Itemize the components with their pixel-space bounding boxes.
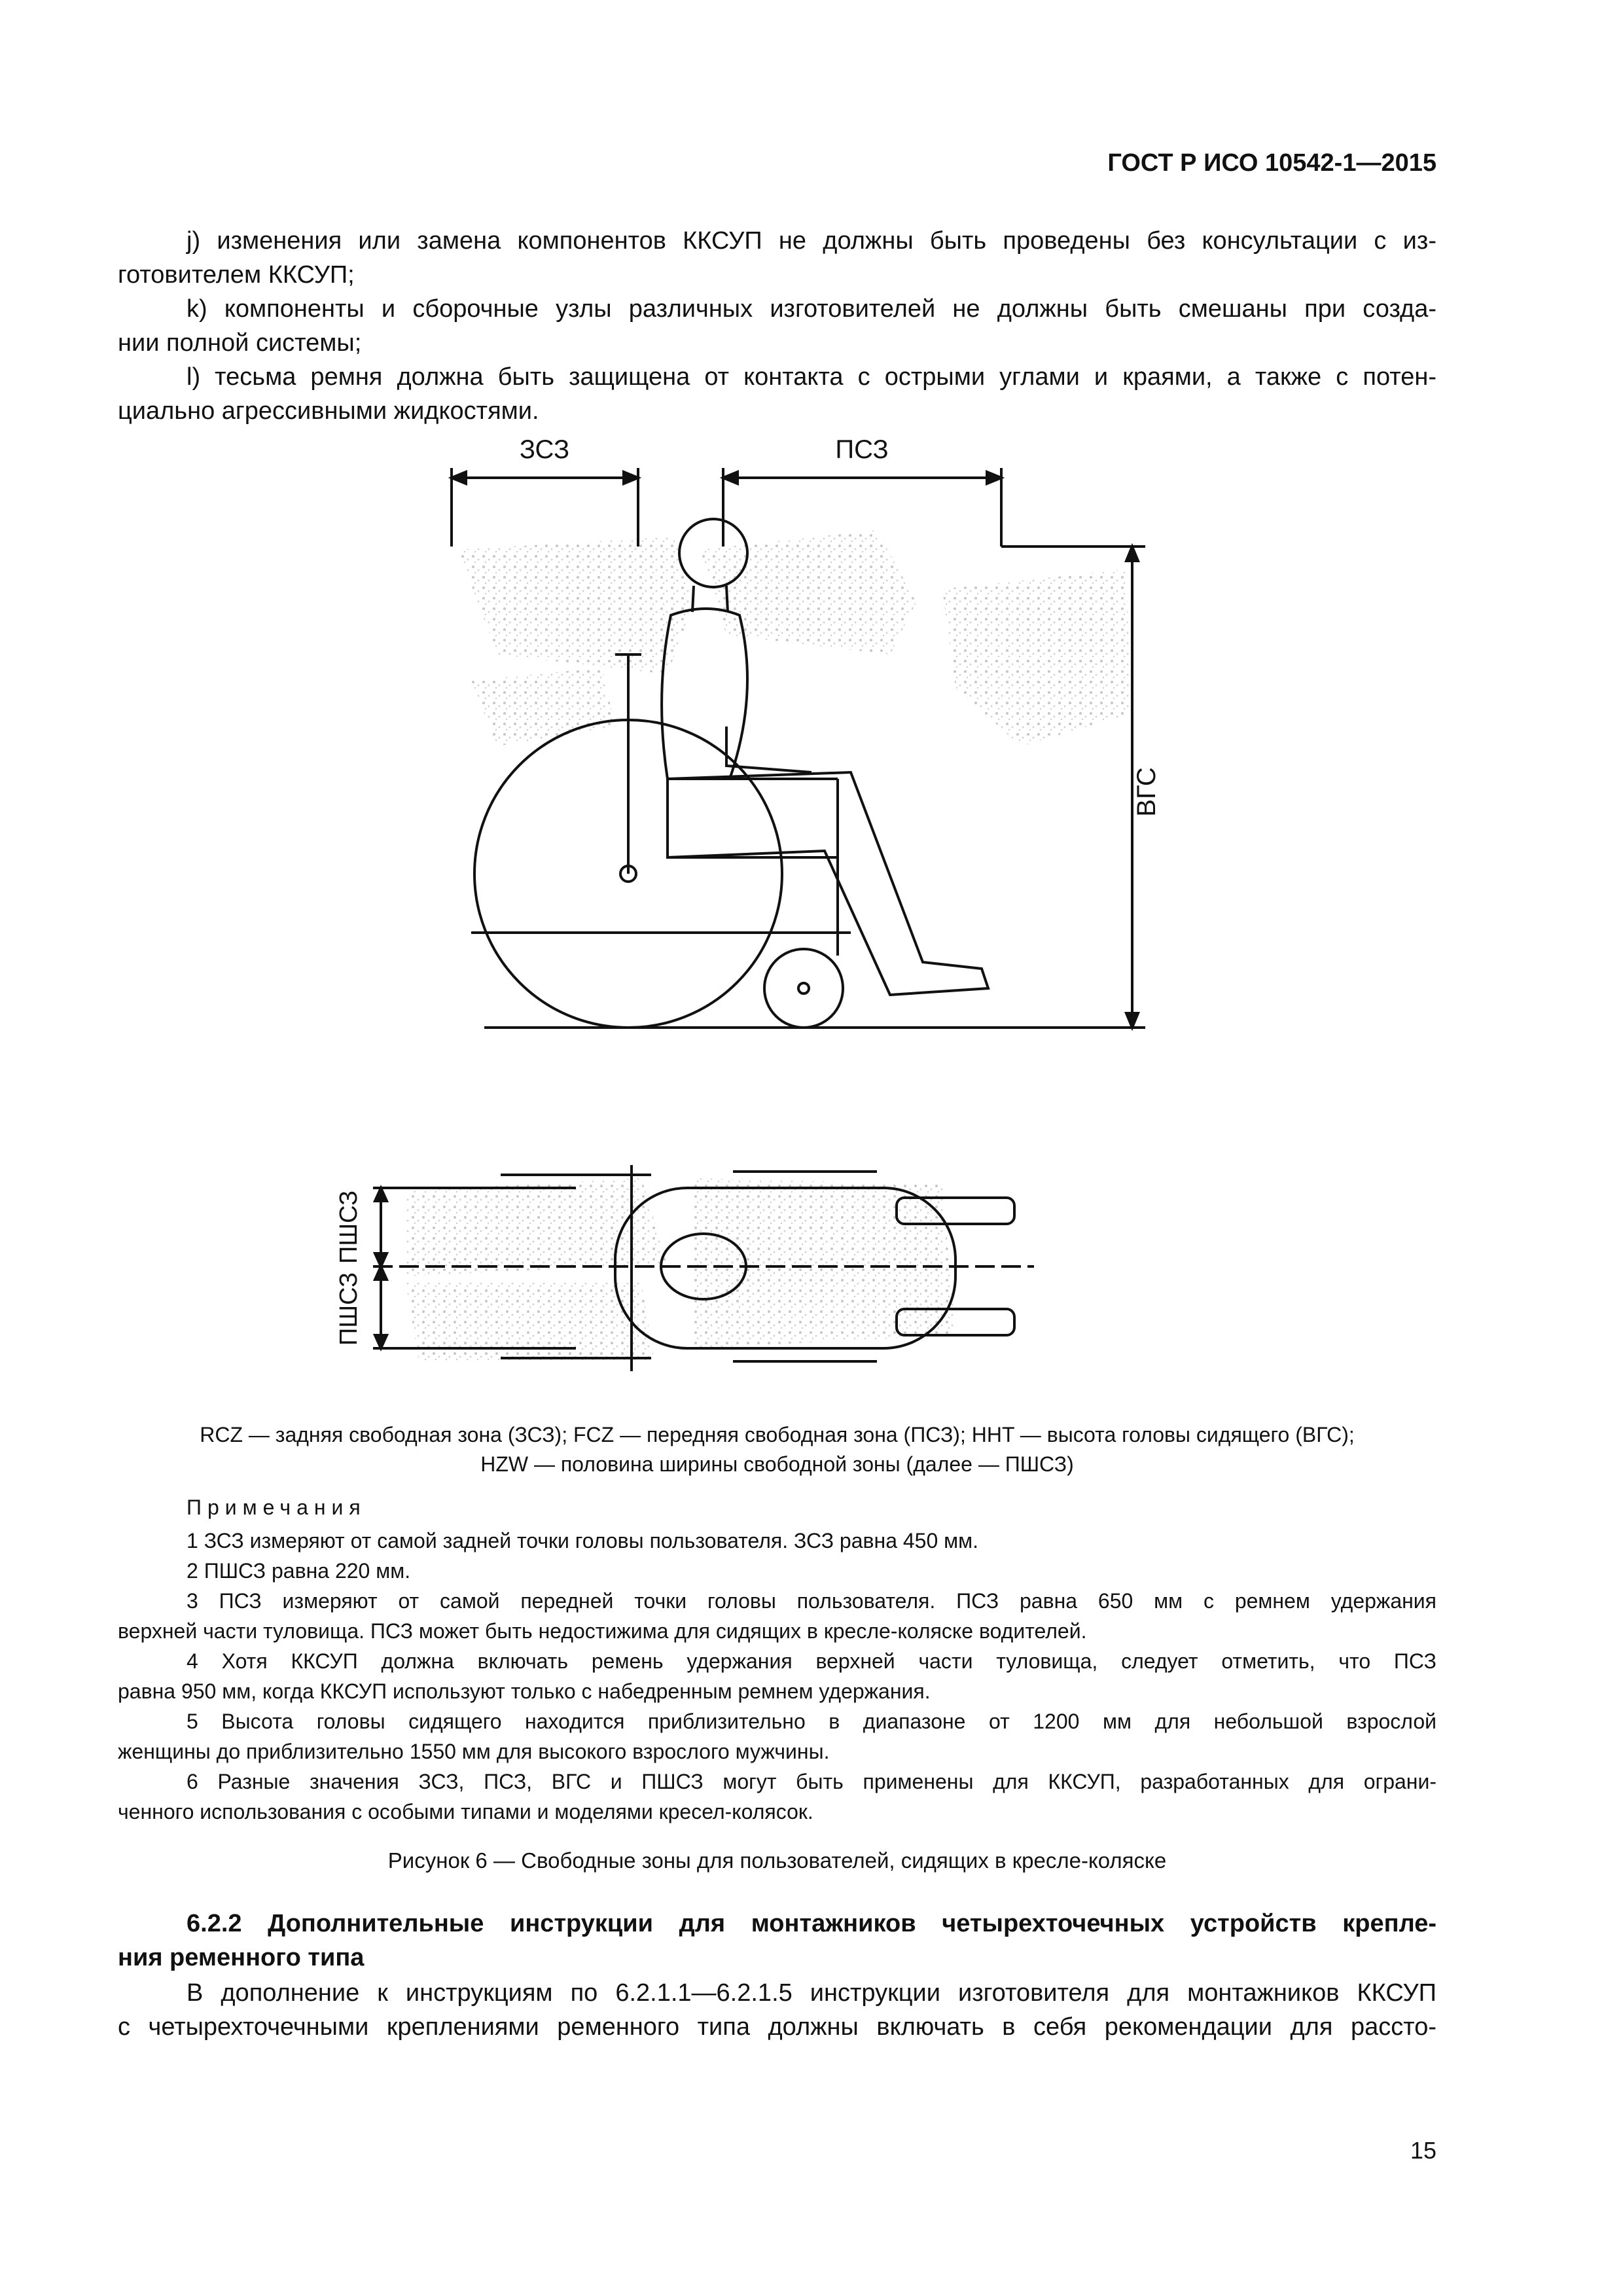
label-head-height: ВГС <box>1132 767 1161 817</box>
note-2 <box>118 1556 1436 1586</box>
leg-icon <box>668 772 988 995</box>
neck <box>692 586 694 612</box>
text-line: с четырехточечными креплениями ременного типа должны включать в себя рекомендации для рассто- <box>118 2013 1436 2041</box>
list-item-l <box>118 360 1436 428</box>
figure-top-view <box>327 1152 1113 1388</box>
shaded-zone-top <box>406 1178 955 1361</box>
document-code: ГОСТ Р ИСО 10542-1—2015 <box>1107 149 1436 177</box>
note-line: 5 Высота головы сидящего находится приблизительно в диапазоне от 1200 мм для небольшой взрослой <box>187 1710 1436 1733</box>
text-line: циально агрессивными жидкостями. <box>118 397 539 425</box>
heading-line: 6.2.2 Дополнительные инструкции для монтажников четырехточечных устройств крепле- <box>187 1910 1436 1937</box>
text-line: готовителем ККСУП; <box>118 261 355 289</box>
legend-line: HZW — половина ширины свободной зоны (далее — ПШСЗ) <box>480 1452 1074 1476</box>
note-line: женщины до приблизительно 1550 мм для высокого взрослого мужчины. <box>118 1740 830 1763</box>
label-front-zone: ПСЗ <box>835 439 889 464</box>
list-item-k <box>118 292 1436 360</box>
page-number: 15 <box>1410 2137 1436 2164</box>
text-line: k) компоненты и сборочные узлы различных изготовителей не должны быть смешаны при созда- <box>187 295 1436 323</box>
text-line: j) изменения или замена компонентов ККСУП не должны быть проведены без консультации с из- <box>187 227 1436 255</box>
note-line: 4 Хотя ККСУП должна включать ремень удержания верхней части туловища, следует отметить, что ПСЗ <box>187 1649 1436 1673</box>
section-body <box>118 1976 1436 2044</box>
section-heading <box>118 1907 1436 1975</box>
note-line: 1 ЗСЗ измеряют от самой задней точки головы пользователя. ЗСЗ равна 450 мм. <box>187 1529 979 1552</box>
label-half-width-upper: ПШСЗ <box>335 1190 363 1265</box>
heading-line: ния ременного типа <box>118 1944 365 1971</box>
note-line: 3 ПСЗ измеряют от самой передней точки головы пользователя. ПСЗ равна 650 мм с ремнем удержания <box>187 1589 1436 1613</box>
list-item-j <box>118 224 1436 292</box>
figure-side-view <box>419 439 1204 1054</box>
note-6 <box>118 1767 1436 1827</box>
caster-wheel-icon <box>764 949 843 1028</box>
figure-caption: Рисунок 6 — Свободные зоны для пользователей, сидящих в кресле-коляске <box>387 1848 1167 1873</box>
legend-line: RCZ — задняя свободная зона (ЗСЗ); FCZ — передняя свободная зона (ПСЗ); HHT — высота головы сидящего (ВГС); <box>200 1423 1355 1446</box>
text-line: l) тесьма ремня должна быть защищена от контакта с острыми углами и краями, а также с потен- <box>187 363 1436 391</box>
label-rear-zone: ЗСЗ <box>519 439 570 464</box>
text-line: В дополнение к инструкциям по 6.2.1.1—6.2.1.5 инструкции изготовителя для монтажников ККСУП <box>187 1979 1436 2007</box>
note-1 <box>118 1526 1436 1556</box>
figure-legend <box>118 1420 1436 1479</box>
note-line: 2 ПШСЗ равна 220 мм. <box>187 1559 411 1583</box>
text-line: нии полной системы; <box>118 329 362 357</box>
note-line: верхней части туловища. ПСЗ может быть недостижима для сидящих в кресле-коляске водителей. <box>118 1619 1087 1643</box>
note-line: равна 950 мм, когда ККСУП используют только с набедренным ремнем удержания. <box>118 1679 931 1703</box>
label-half-width-lower: ПШСЗ <box>335 1272 363 1346</box>
notes-title: Примечания <box>187 1496 366 1519</box>
note-5 <box>118 1706 1436 1767</box>
note-4 <box>118 1646 1436 1706</box>
note-line: 6 Разные значения ЗСЗ, ПСЗ, ВГС и ПШСЗ могут быть применены для ККСУП, разработанных для ограни- <box>187 1770 1436 1793</box>
shaded-zone <box>458 530 1132 746</box>
note-3 <box>118 1586 1436 1646</box>
note-line: ченного использования с особыми типами и моделями кресел-колясок. <box>118 1800 813 1823</box>
